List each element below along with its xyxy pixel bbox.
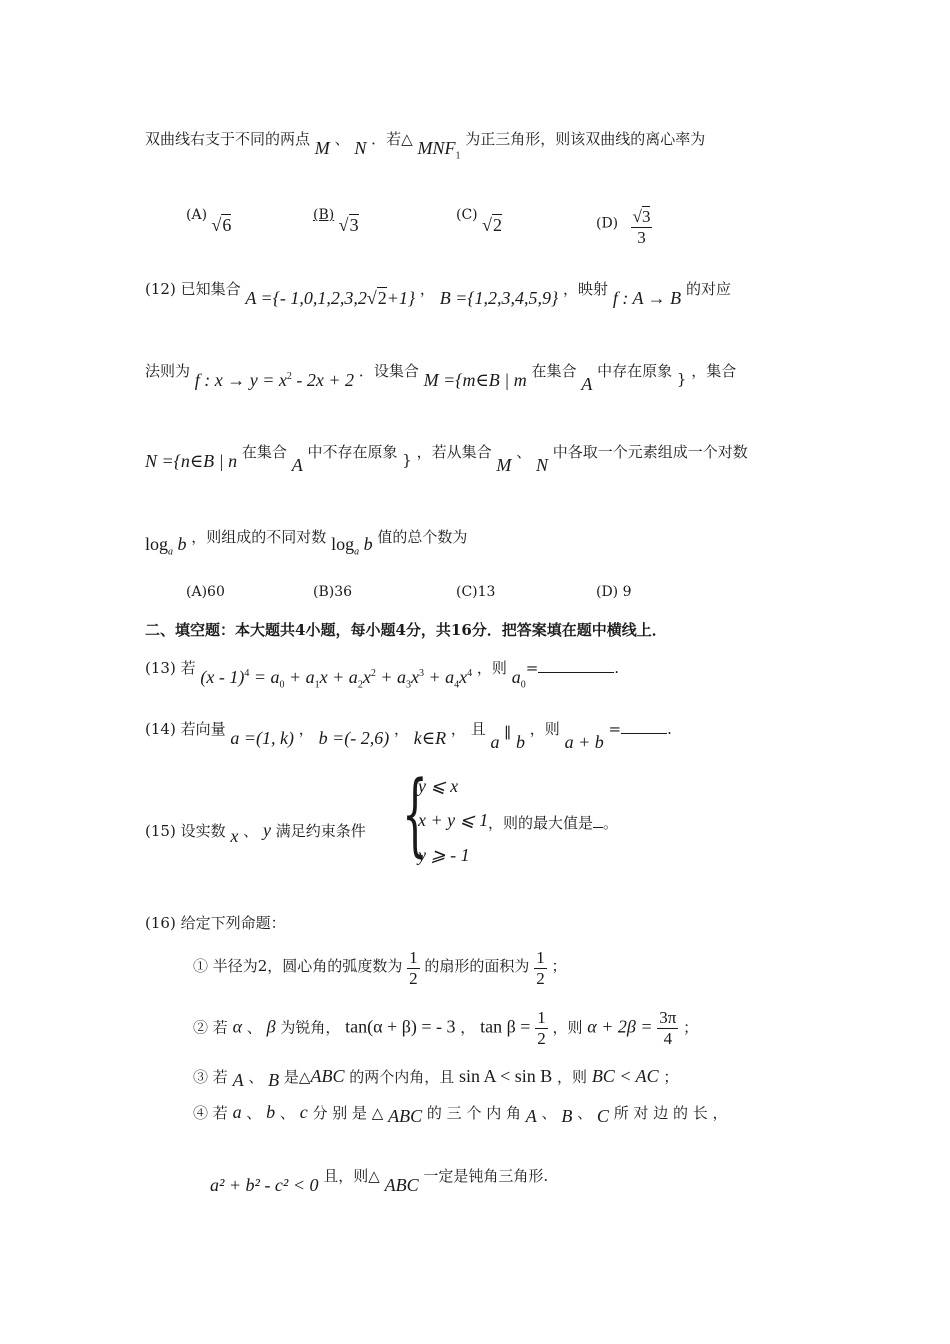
q12-log-1: $\log_a b$ [145, 534, 187, 558]
q16-prop-2: ② 若 α 、 β 为锐角， tan(α + β) = - 3 ， tan β = $\frac{1}{2}$ ，则 α + 2β = $\frac{3\pi}{4}$ ； [193, 1008, 699, 1048]
q12-set-b: B ={1,2,3,4,5,9} [439, 288, 559, 308]
q16-prop-3: ③ 若 A 、 B 是△ABC 的两个内角，且 sin A < sin B ，则 BC < AC ； [193, 1066, 679, 1090]
q11-text-b: ．若△ [371, 130, 413, 148]
q11-point-n: N [354, 138, 367, 158]
q16-prop-4: ④ 若 a 、 b 、 c 分 别 是 △ ABC 的 三 个 内 角 A 、 B 、 C 所 对 边 的 长 ， [193, 1102, 728, 1126]
q12-line-4: $\log_a b$ ，则组成的不同对数 $\log_a b$ 值的总个数为 [145, 528, 468, 558]
q12-number: (12) [145, 280, 176, 298]
q12-set-a: A ={- 1,0,1,2,3,2√2+1} [245, 288, 416, 308]
q11-option-d: (D) $\frac{√3}{3}$ [596, 207, 651, 247]
q15-constraint-3: y ⩾ - 1 [418, 845, 470, 865]
q16-prop-1: ① 半径为2，圆心角的弧度数为 $\frac{1}{2}$ 的扇形的面积为 $\frac{1}{2}$ ； [193, 948, 567, 988]
q11-stem-line [145, 128, 706, 162]
q15-number: (15) [145, 822, 176, 840]
q11-text-c: 为正三角形，则该双曲线的离心率为 [465, 130, 706, 148]
q12-set-m: M ={m∈B | m [423, 370, 527, 390]
q16-prop-4-cont: a² + b² - c² < 0 且，则△ ABC 一定是钝角三角形. [210, 1167, 549, 1195]
q11-option-b: (B) √3 [313, 207, 359, 235]
q12-option-c: (C)13 [456, 584, 496, 600]
q14-line: (14) 若向量 a =(1, k) ， b =(- 2,6) ， k∈R ， 且 a ∥ b ，则 a + b = . [145, 720, 672, 752]
q14-number: (14) [145, 720, 176, 738]
q13-expansion: $(x - 1)^4 = a_0 + a_1x + a_2x^2 + a_3x^3 + a_4x^4$ [200, 667, 473, 691]
q11-triangle-mnf: $MNF_1$ [417, 138, 461, 162]
q12-log-2: $\log_a b$ [331, 534, 373, 558]
q12-mapping: f : A → B [612, 288, 682, 308]
q15-tail: ，则的最大值是 。 [488, 814, 619, 832]
q16-line: (16) 给定下列命题： [145, 914, 286, 932]
q11-option-a: (A) √6 [186, 207, 232, 235]
q13-line: (13) 若 $(x - 1)^4 = a_0 + a_1x + a_2x^2 + a_3x^3 + a_4x^4$ ，则 $a_0=$ . [145, 659, 620, 691]
q16-number: (16) [145, 914, 176, 932]
q15-answer-blank[interactable] [593, 827, 603, 828]
q15-line: (15) 设实数 x 、 y 满足约束条件 [145, 820, 366, 846]
q15-constraint-1: y ⩽ x [418, 776, 459, 796]
q15-brace: { [402, 762, 428, 867]
section-heading: 二、填空题：本大题共4小题，每小题4分，共16分．把答案填在题中横线上． [145, 621, 667, 639]
q12-line-3: N ={n∈B | n 在集合 A 中不存在原象 } ，若从集合 M 、 N 中各取一个元素组成一个对数 [145, 443, 748, 475]
q12-rule: f : $x \to y = x^2 - 2x + 2$ [194, 370, 355, 390]
q12-option-d: (D) 9 [596, 584, 632, 600]
q13-number: (13) [145, 659, 176, 677]
q15-constraint-2: x + y ⩽ 1 [418, 810, 489, 830]
q11-text-a: 双曲线右支于不同的两点 [145, 130, 311, 148]
q11-option-c: (C) √2 [456, 207, 502, 235]
q14-answer-blank[interactable] [621, 733, 667, 734]
q12-line-1: (12) 已知集合 A ={- 1,0,1,2,3,2√2+1} ， B ={1,2,3,4,5,9} ，映射 f : A → B 的对应 [145, 280, 731, 308]
q12-option-b: (B)36 [313, 584, 353, 600]
q13-answer-blank[interactable] [538, 672, 614, 673]
q12-line-2: 法则为 f : $x \to y = x^2 - 2x + 2$ ．设集合 M ={m∈B | m 在集合 A 中存在原象 } ，集合 [145, 362, 737, 394]
q11-separator: 、 [334, 130, 350, 148]
q11-point-m: M [314, 138, 330, 158]
q12-option-a: (A)60 [186, 584, 225, 600]
q12-set-n: N ={n∈B | n [145, 451, 238, 471]
